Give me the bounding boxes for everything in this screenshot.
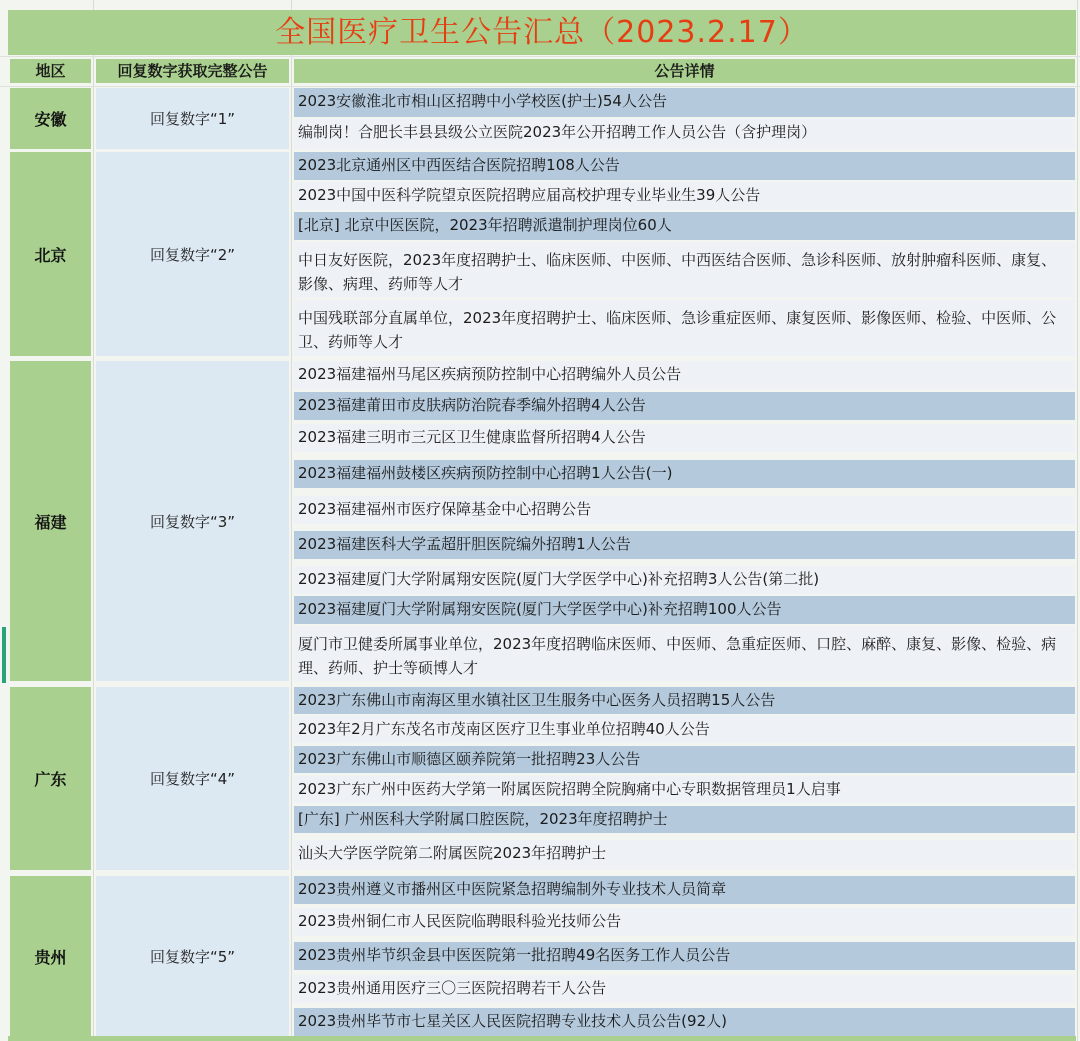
announcement-row[interactable]: 2023福建三明市三元区卫生健康监督所招聘4人公告: [294, 424, 1075, 452]
header-detail: 公告详情: [294, 59, 1075, 83]
announcement-row[interactable]: 2023北京通州区中西医结合医院招聘108人公告: [294, 152, 1075, 180]
announcement-row[interactable]: 2023贵州毕节织金县中医医院第一批招聘49名医务工作人员公告: [294, 942, 1075, 970]
reply-cell-guangdong: 回复数字“4”: [96, 687, 289, 870]
announcement-row[interactable]: 2023福建莆田市皮肤病防治院春季编外招聘4人公告: [294, 392, 1075, 420]
announcement-row[interactable]: 2023福建福州鼓楼区疾病预防控制中心招聘1人公告(一): [294, 460, 1075, 488]
region-cell-beijing: 北京: [10, 152, 91, 356]
region-cell-fujian: 福建: [10, 361, 91, 681]
gridline: [291, 0, 292, 1041]
announcement-row[interactable]: 中国残联部分直属单位，2023年度招聘护士、临床医师、急诊重症医师、康复医师、影像医师、检验、中医师、公卫、药师等人才: [294, 300, 1075, 356]
announcement-row[interactable]: 2023贵州遵义市播州区中医院紧急招聘编制外专业技术人员简章: [294, 876, 1075, 904]
announcement-row[interactable]: [广东] 广州医科大学附属口腔医院，2023年度招聘护士: [294, 806, 1075, 833]
announcement-row[interactable]: 2023贵州铜仁市人民医院临聘眼科验光技师公告: [294, 908, 1075, 936]
gridline: [0, 86, 1080, 87]
reply-cell-beijing: 回复数字“2”: [96, 152, 289, 356]
row-selection-marker: [2, 627, 6, 683]
announcement-row[interactable]: 2023福建医科大学孟超肝胆医院编外招聘1人公告: [294, 531, 1075, 559]
announcement-row[interactable]: 2023福建福州马尾区疾病预防控制中心招聘编外人员公告: [294, 361, 1075, 389]
region-cell-anhui: 安徽: [10, 88, 91, 149]
announcement-row[interactable]: 2023福建厦门大学附属翔安医院(厦门大学医学中心)补充招聘100人公告: [294, 596, 1075, 624]
reply-cell-guizhou: 回复数字“5”: [96, 876, 289, 1036]
gridline: [1077, 0, 1078, 1041]
announcement-row[interactable]: 2023安徽淮北市相山区招聘中小学校医(护士)54人公告: [294, 88, 1075, 117]
announcement-row[interactable]: [北京] 北京中医医院，2023年招聘派遣制护理岗位60人: [294, 212, 1075, 240]
gridline: [93, 0, 94, 1041]
announcement-row[interactable]: 2023贵州毕节市七星关区人民医院招聘专业技术人员公告(92人): [294, 1008, 1075, 1036]
gridline: [0, 56, 1080, 57]
header-region: 地区: [10, 59, 91, 83]
footer-bar: [8, 1036, 1076, 1041]
announcement-row[interactable]: 2023贵州通用医疗三〇三医院招聘若干人公告: [294, 975, 1075, 1003]
reply-cell-anhui: 回复数字“1”: [96, 88, 289, 149]
announcement-row[interactable]: 2023中国中医科学院望京医院招聘应届高校护理专业毕业生39人公告: [294, 182, 1075, 210]
announcement-row[interactable]: 2023福建福州市医疗保障基金中心招聘公告: [294, 496, 1075, 524]
announcement-row[interactable]: 汕头大学医学院第二附属医院2023年招聘护士: [294, 840, 1075, 870]
announcement-row[interactable]: 2023广东佛山市南海区里水镇社区卫生服务中心医务人员招聘15人公告: [294, 687, 1075, 714]
region-cell-guizhou: 贵州: [10, 876, 91, 1036]
reply-cell-fujian: 回复数字“3”: [96, 361, 289, 681]
region-cell-guangdong: 广东: [10, 687, 91, 870]
page-title: 全国医疗卫生公告汇总（2023.2.17）: [8, 10, 1076, 55]
announcement-row[interactable]: 厦门市卫健委所属事业单位，2023年度招聘临床医师、中医师、急重症医师、口腔、麻醉、康复、影像、检验、病理、药师、护士等硕博人才: [294, 626, 1075, 681]
announcement-row[interactable]: 2023广东佛山市顺德区颐养院第一批招聘23人公告: [294, 746, 1075, 773]
announcement-row[interactable]: 2023广东广州中医药大学第一附属医院招聘全院胸痛中心专职数据管理员1人启事: [294, 776, 1075, 803]
header-reply: 回复数字获取完整公告: [96, 59, 289, 83]
announcement-row[interactable]: 编制岗！合肥长丰县县级公立医院2023年公开招聘工作人员公告（含护理岗）: [294, 119, 1075, 149]
announcement-row[interactable]: 中日友好医院，2023年度招聘护士、临床医师、中医师、中西医结合医师、急诊科医师、放射肿瘤科医师、康复、影像、病理、药师等人才: [294, 242, 1075, 298]
announcement-row[interactable]: 2023年2月广东茂名市茂南区医疗卫生事业单位招聘40人公告: [294, 716, 1075, 743]
announcement-row[interactable]: 2023福建厦门大学附属翔安医院(厦门大学医学中心)补充招聘3人公告(第二批): [294, 566, 1075, 594]
